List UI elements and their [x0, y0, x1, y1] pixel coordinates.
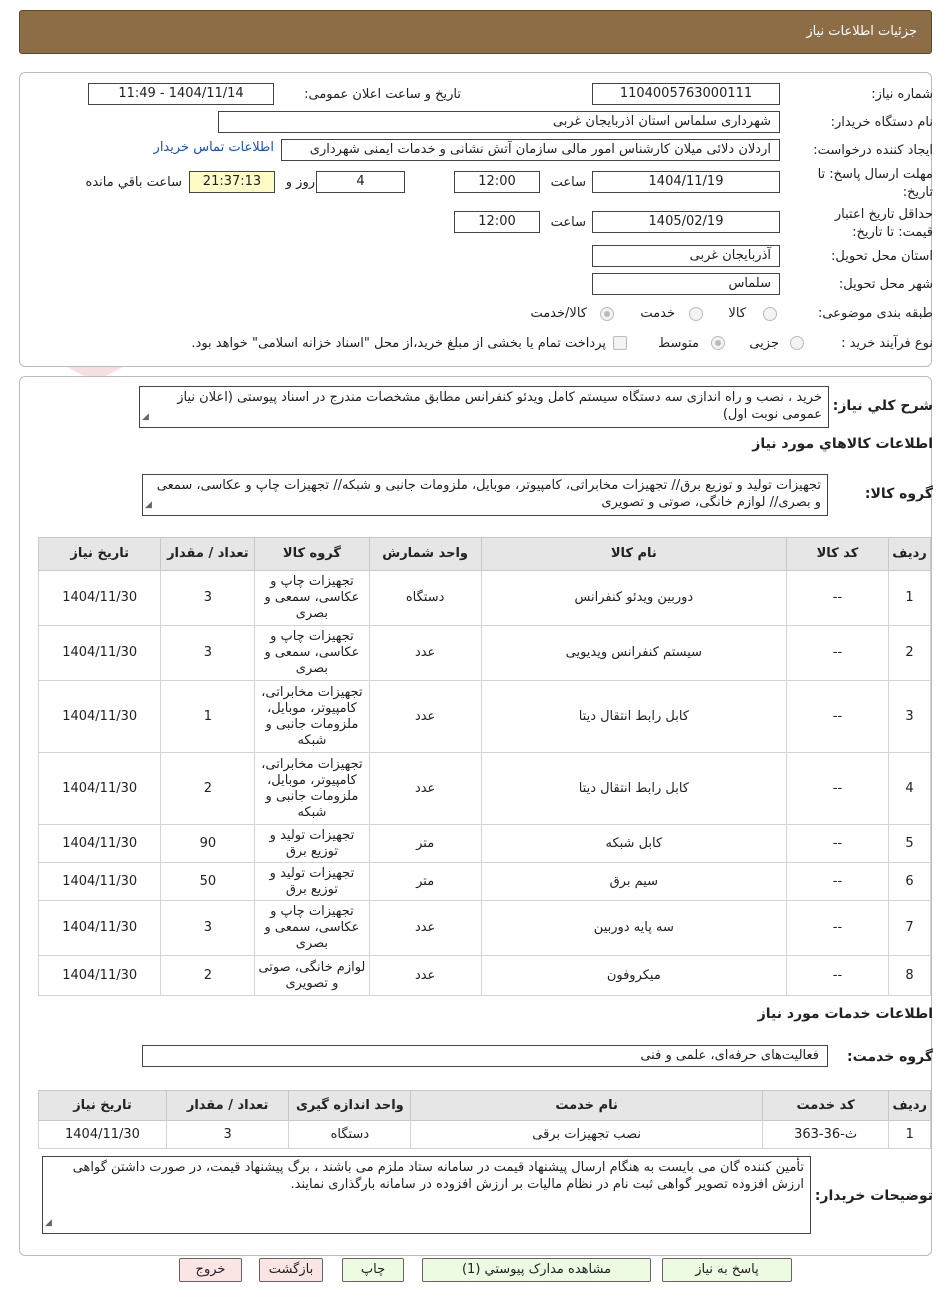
- print-button[interactable]: چاپ: [342, 1258, 404, 1282]
- cell-group: تجهیزات چاپ و عکاسی، سمعی و بصری: [255, 571, 369, 626]
- services-table: [38, 1090, 931, 1149]
- col-date: تاریخ نیاز: [39, 1091, 167, 1121]
- table-row: [39, 825, 931, 863]
- cell-unit: دستگاه: [369, 571, 481, 626]
- reply-button[interactable]: پاسخ به نیاز: [662, 1258, 792, 1282]
- cell-n: 8: [889, 956, 931, 996]
- announce-field: 1404/11/14 - 11:49: [88, 83, 274, 105]
- col-row: ردیف: [889, 1091, 931, 1121]
- cell-code: --: [786, 753, 888, 825]
- summary-textarea: [139, 386, 829, 428]
- process-medium-label: متوسط: [658, 336, 699, 351]
- goods-table: [38, 537, 931, 996]
- cell-n: 2: [889, 626, 931, 681]
- cell-name: کابل رابط انتقال دیتا: [481, 681, 786, 753]
- cell-n: 3: [889, 681, 931, 753]
- deadline-hour-label: ساعت: [550, 175, 586, 190]
- col-name: نام کالا: [481, 538, 786, 571]
- col-code: کد خدمت: [762, 1091, 889, 1121]
- validity-label-2: قیمت: تا تاریخ:: [852, 225, 933, 240]
- buyer-notes-textarea: [42, 1156, 811, 1234]
- cell-group: لوازم خانگی، صوتی و تصویری: [255, 956, 369, 996]
- table-row: [39, 901, 931, 956]
- summary-label: شرح کلي نياز:: [832, 398, 933, 414]
- cell-name: نصب تجهیزات برقی: [411, 1121, 762, 1149]
- cell-n: 1: [889, 571, 931, 626]
- cell-unit: عدد: [369, 626, 481, 681]
- creator-label: ایجاد کننده درخواست:: [813, 143, 933, 158]
- cell-unit: متر: [369, 825, 481, 863]
- cell-code: --: [786, 863, 888, 901]
- cell-code: --: [786, 956, 888, 996]
- exit-button[interactable]: خروج: [179, 1258, 242, 1282]
- cell-n: 7: [889, 901, 931, 956]
- cell-code: --: [786, 571, 888, 626]
- buyer-notes-text: تأمین کننده گان می بایست به هنگام ارسال پیشنهاد قیمت در سامانه ستاد ملزم می باشند ، برگ پیشنهاد قیمت، در صورت داشتن گواهی ارزش افزوده تصویر گواهی ثبت نام در نظام مالیات بر ارزش افزوده در سامانه بارگذاری نمایند.: [72, 1160, 804, 1192]
- table-row: [39, 626, 931, 681]
- cell-qty: 3: [161, 626, 255, 681]
- cell-date: 1404/11/30: [39, 681, 161, 753]
- table-row: [39, 681, 931, 753]
- days-label: روز و: [285, 175, 315, 190]
- cell-unit: عدد: [369, 681, 481, 753]
- cell-unit: دستگاه: [289, 1121, 411, 1149]
- page-title: جزئیات اطلاعات نیاز: [806, 24, 917, 39]
- remaining-label: ساعت باقي مانده: [85, 175, 182, 190]
- cell-group: تجهیزات مخابراتی، کامپیوتر، موبایل، ملزومات جانبی و شبکه: [255, 681, 369, 753]
- cell-name: سیم برق: [481, 863, 786, 901]
- cell-qty: 90: [161, 825, 255, 863]
- category-goods-radio[interactable]: [763, 307, 777, 321]
- cell-date: 1404/11/30: [39, 901, 161, 956]
- cell-group: تجهیزات چاپ و عکاسی، سمعی و بصری: [255, 901, 369, 956]
- table-row: [39, 863, 931, 901]
- goods-table-header: [39, 538, 931, 571]
- cell-date: 1404/11/30: [39, 863, 161, 901]
- resize-handle-icon: ◢: [45, 1218, 52, 1228]
- process-label: نوع فرآیند خرید :: [841, 336, 933, 351]
- cell-qty: 3: [161, 571, 255, 626]
- cell-qty: 2: [161, 956, 255, 996]
- cell-group: تجهیزات مخابراتی، کامپیوتر، موبایل، ملزومات جانبی و شبکه: [255, 753, 369, 825]
- cell-qty: 1: [161, 681, 255, 753]
- category-both-radio[interactable]: [600, 307, 614, 321]
- services-section-title: اطلاعات خدمات مورد نياز: [757, 1006, 933, 1022]
- treasury-payment-checkbox[interactable]: [613, 336, 627, 350]
- cell-name: دوربین ویدئو کنفرانس: [481, 571, 786, 626]
- back-button[interactable]: بازگشت: [259, 1258, 323, 1282]
- goods-group-textarea: [142, 474, 828, 516]
- cell-unit: متر: [369, 863, 481, 901]
- goods-group-text: تجهیزات تولید و توزیع برق// تجهیزات مخابراتی، کامپیوتر، موبایل، ملزومات جانبی و شبکه// تجهیزات چاپ و عکاسی، سمعی و بصری// لوازم خانگی، صوتی و تصویری: [156, 478, 821, 510]
- category-service-label: خدمت: [640, 306, 675, 321]
- cell-group: تجهیزات تولید و توزیع برق: [255, 825, 369, 863]
- cell-n: 6: [889, 863, 931, 901]
- col-group: گروه کالا: [255, 538, 369, 571]
- buyer-label: نام دستگاه خریدار:: [830, 115, 933, 130]
- category-both-label: کالا/خدمت: [530, 306, 587, 321]
- process-minor-label: جزیی: [749, 336, 779, 351]
- validity-time-field: 12:00: [454, 211, 540, 233]
- goods-section-title: اطلاعات کالاهاي مورد نياز: [752, 436, 933, 452]
- col-name: نام خدمت: [411, 1091, 762, 1121]
- col-row: ردیف: [889, 538, 931, 571]
- cell-date: 1404/11/30: [39, 1121, 167, 1149]
- category-goods-label: کالا: [728, 306, 746, 321]
- cell-date: 1404/11/30: [39, 753, 161, 825]
- days-field: 4: [316, 171, 405, 193]
- validity-date-field: 1405/02/19: [592, 211, 780, 233]
- cell-n: 4: [889, 753, 931, 825]
- validity-label: حداقل تاریخ اعتبار: [834, 207, 933, 222]
- cell-date: 1404/11/30: [39, 626, 161, 681]
- buyer-notes-label: توضیحات خریدار:: [814, 1188, 933, 1204]
- col-date: تاریخ نیاز: [39, 538, 161, 571]
- cell-qty: 3: [166, 1121, 288, 1149]
- cell-date: 1404/11/30: [39, 956, 161, 996]
- table-row: [39, 571, 931, 626]
- need-number-label: شماره نیاز:: [871, 87, 933, 102]
- deadline-label-2: تاریخ:: [902, 185, 933, 200]
- cell-name: کابل رابط انتقال دیتا: [481, 753, 786, 825]
- remaining-time-field: 21:37:13: [189, 171, 275, 193]
- cell-code: --: [786, 825, 888, 863]
- cell-unit: عدد: [369, 901, 481, 956]
- process-minor-radio[interactable]: [790, 336, 804, 350]
- col-qty: تعداد / مقدار: [166, 1091, 288, 1121]
- cell-name: میکروفون: [481, 956, 786, 996]
- col-unit: واحد شمارش: [369, 538, 481, 571]
- table-row: [39, 753, 931, 825]
- summary-text: خرید ، نصب و راه اندازی سه دستگاه سیستم کامل ویدئو کنفرانس مطابق مشخصات مندرج در اسناد پیوستی (اعلان نیاز عمومی نوبت اول): [177, 390, 822, 422]
- announce-label: تاریخ و ساعت اعلان عمومی:: [304, 87, 461, 102]
- table-row: [39, 1121, 931, 1149]
- cell-code: --: [786, 626, 888, 681]
- cell-qty: 3: [161, 901, 255, 956]
- service-group-label: گروه خدمت:: [847, 1049, 933, 1065]
- cell-date: 1404/11/30: [39, 571, 161, 626]
- col-code: کد کالا: [786, 538, 888, 571]
- cell-code: --: [786, 901, 888, 956]
- category-service-radio[interactable]: [689, 307, 703, 321]
- cell-name: سیستم کنفرانس ویدیویی: [481, 626, 786, 681]
- city-label: شهر محل تحویل:: [838, 277, 933, 292]
- cell-code: --: [786, 681, 888, 753]
- cell-name: سه پایه دوربین: [481, 901, 786, 956]
- col-qty: تعداد / مقدار: [161, 538, 255, 571]
- city-field: سلماس: [592, 273, 780, 295]
- service-group-field: فعالیت‌های حرفه‌ای، علمی و فنی: [142, 1045, 828, 1067]
- cell-n: 1: [889, 1121, 931, 1149]
- province-field: آذربایجان غربی: [592, 245, 780, 267]
- cell-date: 1404/11/30: [39, 825, 161, 863]
- col-unit: واحد اندازه گیری: [289, 1091, 411, 1121]
- page-header: [19, 10, 932, 54]
- cell-group: تجهیزات تولید و توزیع برق: [255, 863, 369, 901]
- category-label: طبقه بندی موضوعی:: [817, 306, 933, 321]
- payment-note: پرداخت تمام یا بخشی از مبلغ خرید،از محل "اسناد خزانه اسلامی" خواهد بود.: [191, 336, 606, 351]
- resize-handle-icon: ◢: [142, 412, 149, 422]
- buyer-field: شهرداری سلماس استان اذربایجان غربی: [218, 111, 780, 133]
- cell-qty: 50: [161, 863, 255, 901]
- creator-field: اردلان دلائی میلان کارشناس امور مالی سازمان آتش نشانی و خدمات ایمنی شهرداری: [281, 139, 780, 161]
- cell-qty: 2: [161, 753, 255, 825]
- validity-hour-label: ساعت: [550, 215, 586, 230]
- attachments-button[interactable]: مشاهده مدارک پیوستي (1): [422, 1258, 651, 1282]
- contact-buyer-link[interactable]: اطلاعات تماس خریدار: [153, 140, 274, 155]
- need-number-field: 1104005763000111: [592, 83, 780, 105]
- cell-group: تجهیزات چاپ و عکاسی، سمعی و بصری: [255, 626, 369, 681]
- province-label: استان محل تحویل:: [831, 249, 933, 264]
- deadline-date-field: 1404/11/19: [592, 171, 780, 193]
- process-medium-radio[interactable]: [711, 336, 725, 350]
- cell-unit: عدد: [369, 956, 481, 996]
- deadline-time-field: 12:00: [454, 171, 540, 193]
- goods-group-label: گروه کالا:: [864, 486, 933, 502]
- deadline-label: مهلت ارسال پاسخ: تا: [817, 167, 933, 182]
- cell-unit: عدد: [369, 753, 481, 825]
- cell-n: 5: [889, 825, 931, 863]
- table-row: [39, 956, 931, 996]
- services-table-header: [39, 1091, 931, 1121]
- cell-code: ث-36-363: [762, 1121, 889, 1149]
- cell-name: کابل شبکه: [481, 825, 786, 863]
- resize-handle-icon: ◢: [145, 500, 152, 510]
